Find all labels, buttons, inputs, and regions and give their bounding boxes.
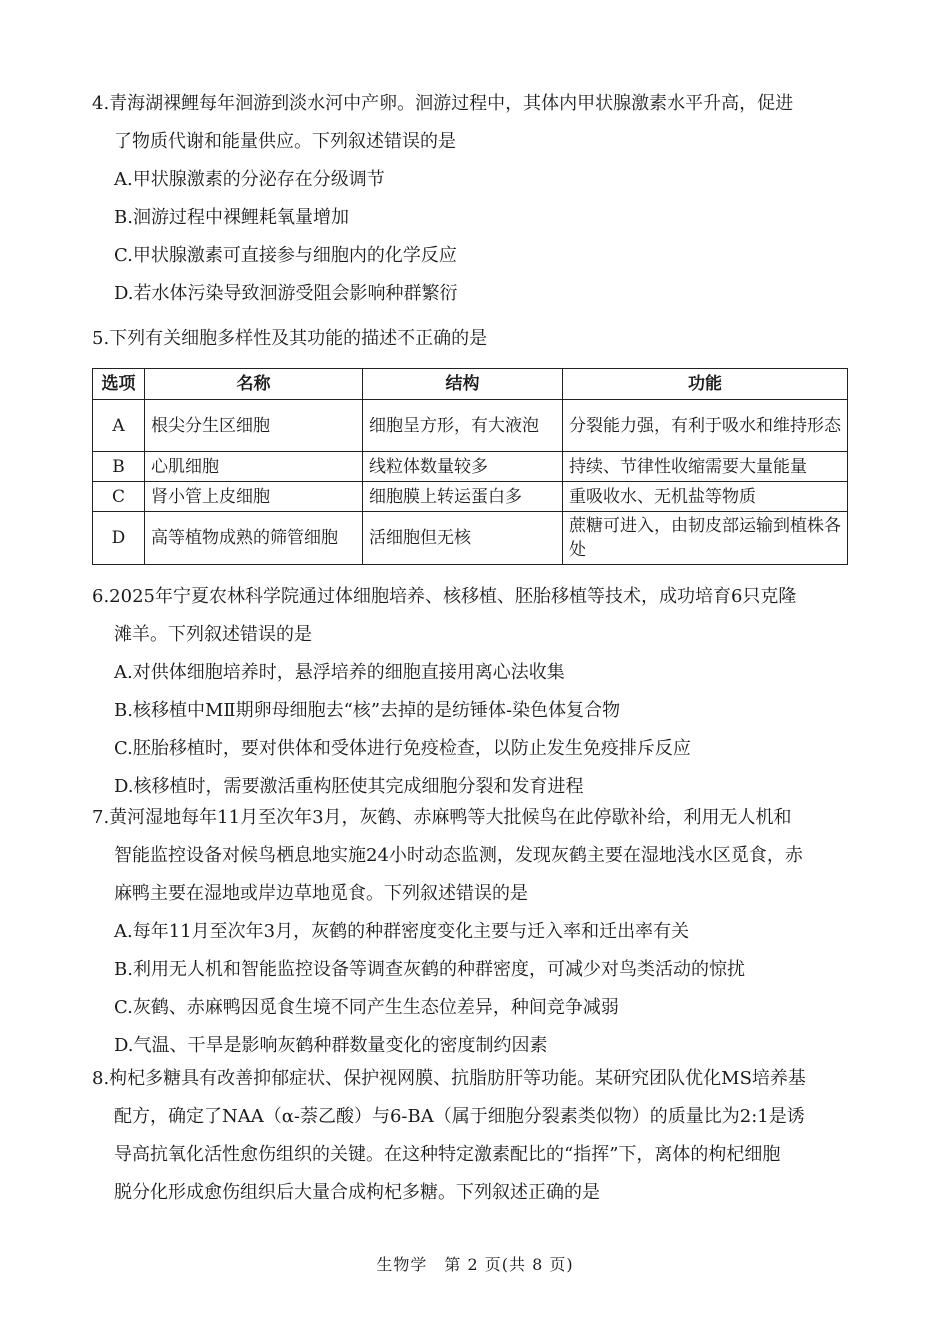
table-header-structure: 结构 [363,369,563,400]
question-4-stem [92,85,860,161]
question-4-option-a: A.甲状腺激素的分泌存在分级调节 [114,169,385,190]
table-cell-option: D [93,512,145,565]
question-4-stem-line2: 了物质代谢和能量供应。下列叙述错误的是 [114,131,456,152]
question-8-stem-line2: 配方，确定了NAA（α-萘乙酸）与6-BA（属于细胞分裂素类似物）的质量比为2:1是诱 [114,1106,805,1127]
table-row [93,452,848,482]
table-cell-name: 肾小管上皮细胞 [145,482,363,512]
table-cell-function: 持续、节律性收缩需要大量能量 [563,452,848,482]
table-cell-function: 重吸收水、无机盐等物质 [563,482,848,512]
table-header-option: 选项 [93,369,145,400]
table-cell-option: A [93,400,145,452]
question-7-option-a: A.每年11月至次年3月，灰鹤的种群密度变化主要与迁入率和迁出率有关 [114,921,690,942]
question-7-stem-line2: 智能监控设备对候鸟栖息地实施24小时动态监测，发现灰鹤主要在湿地浅水区觅食，赤 [114,845,803,866]
table-cell-function: 蔗糖可进入，由韧皮部运输到植株各处 [563,512,848,565]
question-4 [92,85,860,313]
question-7-stem [92,799,860,913]
table-cell-structure: 线粒体数量较多 [363,452,563,482]
question-6-stem-line2: 滩羊。下列叙述错误的是 [114,624,312,645]
page-footer: 生物学 第 2 页(共 8 页) [376,1255,574,1274]
question-4-option-d: D.若水体污染导致洄游受阻会影响种群繁衍 [114,283,458,304]
question-4-option-b: B.洄游过程中裸鲤耗氧量增加 [114,207,349,228]
question-7-option-b: B.利用无人机和智能监控设备等调查灰鹤的种群密度，可减少对鸟类活动的惊扰 [114,959,745,980]
table-cell-function: 分裂能力强，有利于吸水和维持形态 [563,400,848,452]
question-6-option-d: D.核移植时，需要激活重构胚使其完成细胞分裂和发育进程 [114,776,584,797]
question-7-stem-line3: 麻鸭主要在湿地或岸边草地觅食。下列叙述错误的是 [114,883,528,904]
question-5 [92,320,860,358]
question-6-option-a: A.对供体细胞培养时，悬浮培养的细胞直接用离心法收集 [114,662,565,683]
table-row [93,482,848,512]
question-6 [92,578,860,806]
table-cell-name: 根尖分生区细胞 [145,400,363,452]
question-7-option-d: D.气温、干旱是影响灰鹤种群数量变化的密度制约因素 [114,1035,548,1056]
table-row [93,512,848,565]
question-7-stem-line1: 7.黄河湿地每年11月至次年3月，灰鹤、赤麻鸭等大批候鸟在此停歇补给，利用无人机和 [92,807,792,828]
table-header-name: 名称 [145,369,363,400]
question-4-stem-line1: 4.青海湖裸鲤每年洄游到淡水河中产卵。洄游过程中，其体内甲状腺激素水平升高，促进 [92,93,794,114]
table-cell-name: 心肌细胞 [145,452,363,482]
table-cell-structure: 细胞呈方形，有大液泡 [363,400,563,452]
question-6-stem [92,578,860,654]
question-8-stem-line1: 8.枸杞多糖具有改善抑郁症状、保护视网膜、抗脂肪肝等功能。某研究团队优化MS培养基 [92,1068,806,1089]
question-8-stem-line3: 导高抗氧化活性愈伤组织的关键。在这种特定激素配比的“指挥”下，离体的枸杞细胞 [114,1144,781,1165]
question-6-stem-line1: 6.2025年宁夏农林科学院通过体细胞培养、核移植、胚胎移植等技术，成功培育6只克隆 [92,586,797,607]
question-8 [92,1060,860,1212]
question-6-option-c: C.胚胎移植时，要对供体和受体进行免疫检查，以防止发生免疫排斥反应 [114,738,691,759]
table-cell-name: 高等植物成熟的筛管细胞 [145,512,363,565]
cell-diversity-table [92,368,848,565]
table-cell-structure: 活细胞但无核 [363,512,563,565]
table-header-function: 功能 [563,369,848,400]
question-4-option-c: C.甲状腺激素可直接参与细胞内的化学反应 [114,245,457,266]
table-header-row [93,369,848,400]
question-8-stem [92,1060,860,1212]
question-5-stem: 5.下列有关细胞多样性及其功能的描述不正确的是 [92,328,488,349]
question-6-option-b: B.核移植中MⅡ期卵母细胞去“核”去掉的是纺锤体-染色体复合物 [114,700,621,721]
table-cell-structure: 细胞膜上转运蛋白多 [363,482,563,512]
table-row [93,400,848,452]
table-cell-option: C [93,482,145,512]
question-8-stem-line4: 脱分化形成愈伤组织后大量合成枸杞多糖。下列叙述正确的是 [114,1182,600,1203]
table-cell-option: B [93,452,145,482]
question-7 [92,799,860,1065]
question-7-option-c: C.灰鹤、赤麻鸭因觅食生境不同产生生态位差异，种间竞争减弱 [114,997,619,1018]
